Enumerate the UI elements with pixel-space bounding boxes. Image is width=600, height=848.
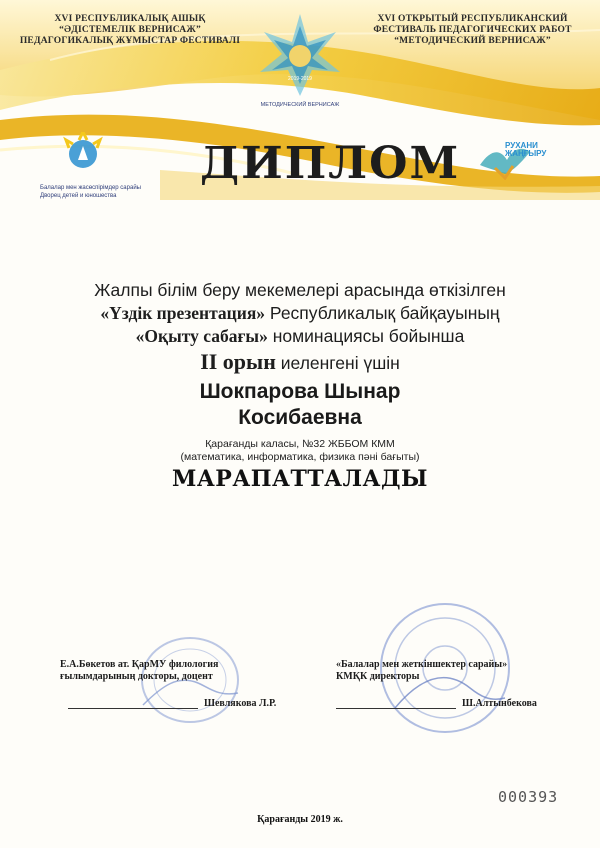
- left-signer-title: [60, 659, 218, 683]
- left-logo-caption1: Балалар мен жасөспірімдер сарайы: [40, 185, 141, 191]
- right-signature-line: [336, 708, 456, 709]
- nomination-name: «Оқыту сабағы»: [135, 326, 268, 346]
- diploma-title: ДИПЛОМ: [200, 138, 461, 189]
- right-signer-name: Ш.Алтынбекова: [462, 698, 537, 709]
- header-left-line3: ПЕДАГОГИКАЛЫҚ ЖҰМЫСТАР ФЕСТИВАЛІ: [19, 36, 241, 46]
- header-right-line1: XVI ОТКРЫТЫЙ РЕСПУБЛИКАНСКИЙ: [377, 14, 568, 24]
- left-signer-title1: Е.А.Бөкетов ат. ҚарМУ филология: [60, 659, 219, 670]
- award-word: МАРАПАТТАЛАДЫ: [172, 466, 428, 492]
- right-signer-title2: КМҚК директоры: [336, 671, 420, 682]
- subject-direction: (математика, информатика, физика пәні бағыты): [180, 451, 420, 463]
- header-left-line1: XVI РЕСПУБЛИКАЛЫҚ АШЫҚ: [54, 14, 206, 24]
- header-left: [15, 14, 245, 47]
- recipient-name-line1: Шокпарова Шынар: [199, 380, 401, 403]
- body-line3: [0, 326, 600, 346]
- place-rest: иеленгені үшін: [275, 353, 400, 373]
- place-date: Қарағанды 2019 ж.: [257, 814, 343, 825]
- palace-logo: [48, 132, 118, 180]
- body-line2-rest: Республикалық байқауының: [265, 303, 500, 323]
- logo-caption: МЕТОДИЧЕСКИЙ ВЕРНИСАЖ: [260, 102, 340, 108]
- organization: Қарағанды каласы, №32 ЖББОМ КММ: [205, 438, 395, 450]
- vernisage-star-logo: [245, 10, 355, 110]
- right-signer-title: [336, 659, 507, 683]
- serial-number: 000393: [498, 788, 559, 806]
- right-signer-title1: «Балалар мен жеткіншектер сарайы»: [336, 659, 508, 670]
- ruhani-line1: РУХАНИ: [505, 141, 538, 150]
- header-right-line2: ФЕСТИВАЛЬ ПЕДАГОГИЧЕСКИХ РАБОТ: [373, 25, 572, 35]
- ruhani-text: [505, 142, 546, 158]
- place-line: [0, 349, 600, 374]
- header-right-line3: “МЕТОДИЧЕСКИЙ ВЕРНИСАЖ”: [394, 36, 551, 46]
- header-left-line2: “ӘДІСТЕМЕЛІК ВЕРНИСАЖ”: [59, 25, 201, 35]
- contest-name: «Үздік презентация»: [100, 303, 266, 323]
- left-signature-line: [68, 708, 198, 709]
- place-label: ІІ орын: [200, 349, 276, 374]
- left-signer-name: Шевлякова Л.Р.: [204, 698, 277, 709]
- left-logo-caption2: Дворец детей и юношества: [40, 193, 117, 199]
- body-line1: Жалпы білім беру мекемелері арасында өткізілген: [94, 280, 506, 300]
- body-line3-rest: номинациясы бойынша: [267, 326, 465, 346]
- left-signer-title2: ғылымдарының докторы, доцент: [60, 671, 213, 682]
- header-right: [355, 14, 590, 47]
- body-line2: [0, 303, 600, 323]
- logo-year: 2019-2019: [288, 76, 312, 82]
- recipient-name-line2: Косибаевна: [238, 406, 362, 429]
- ruhani-line2: ЖАҢҒЫРУ: [505, 149, 547, 158]
